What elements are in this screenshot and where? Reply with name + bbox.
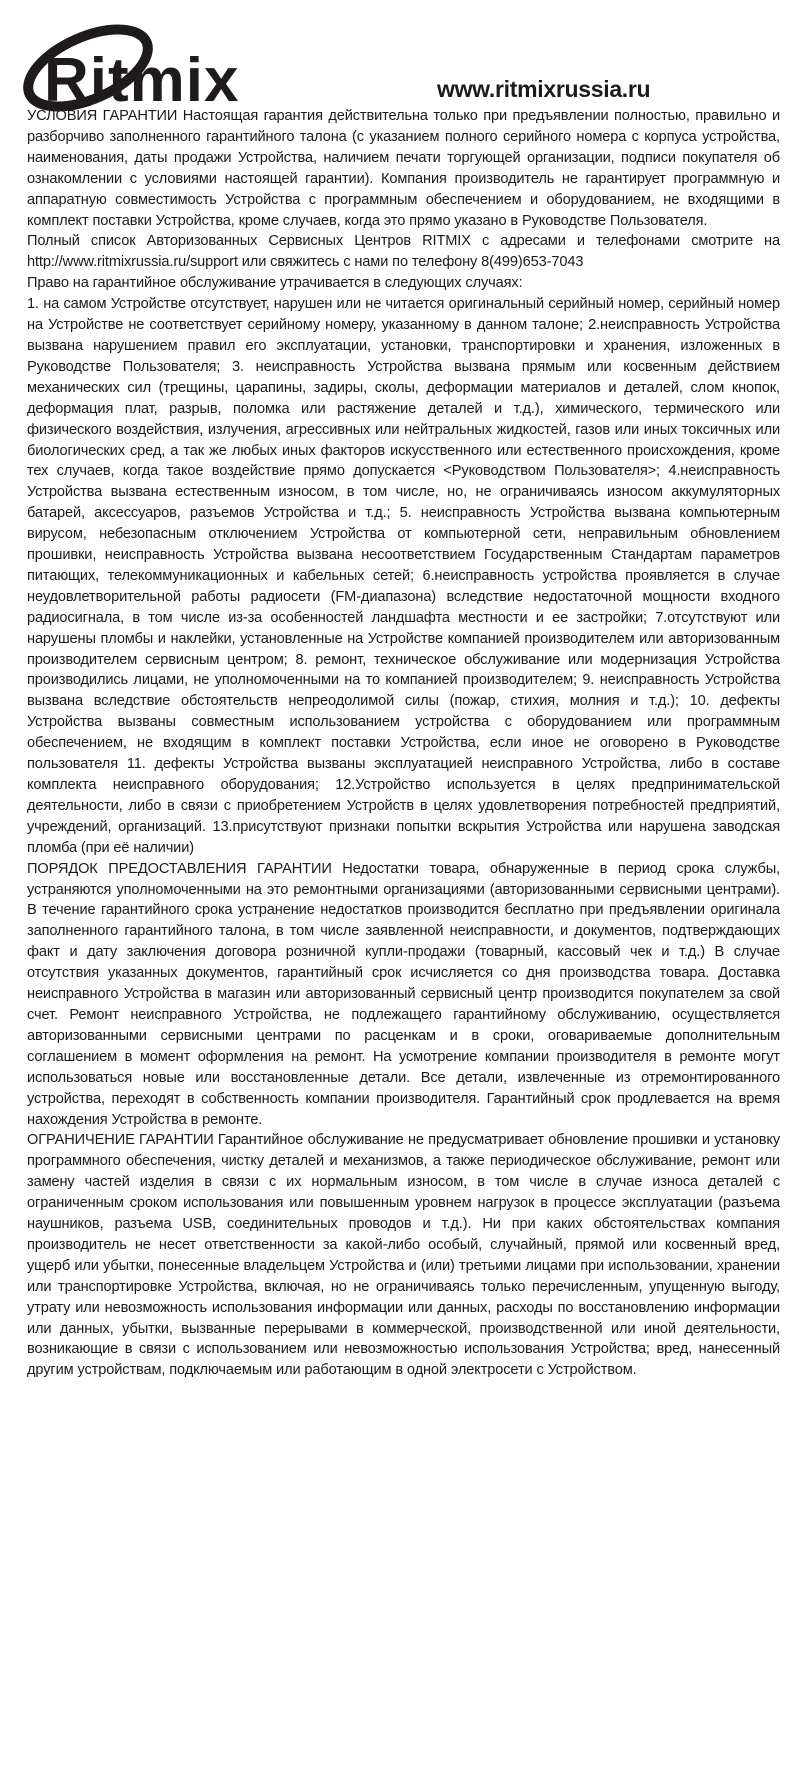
ritmix-logo-swoosh-icon <box>20 22 260 114</box>
paragraph-void-cases-list: 1. на самом Устройстве отсутствует, нарушен или не читается оригинальный серийный номер, серийный номер на Устройстве не соответствует серийному номеру, указанному в данном талоне; 2.неисправность Устройства вызвана нарушением правил его эксплуатации, установки, транспортировки и хранения, изложенных в Руководстве Пользователя; 3. неисправность Устройства вызвана прямым или косвенным действием механических сил (трещины, царапины, задиры, сколы, деформации материалов и деталей, слом кнопок, деформация плат, разрыв, поломка или растяжение деталей и т.д.), химического, термического или физического воздействия, излучения, агрессивных или нейтральных жидкостей, газов или иных токсичных или биологических сред, а так же любых иных факторов искусственного или естественного происхождения, кроме тех случаев, когда такое воздействие прямо допускается <Руководством Пользователя>; 4.неисправность Устройства вызвана естественным износом, в том числе, но, не ограничиваясь износом аккумуляторных батарей, аксессуаров, разъемов Устройства и т.д.; 5. неисправность Устройства вызвана компьютерным вирусом, небезопасным отключением Устройства от компьютерной сети, неправильным обновлением прошивки, неисправность Устройства вызвана несоответствием Государственным Стандартам параметров питающих, телекоммуникационных и кабельных сетей; 6.неисправность устройства проявляется в случае неудовлетворительной работы радиосети (FM-диапазона) вследствие недостаточной мощности входного радиосигнала, в том числе из-за особенностей ландшафта местности и ее застройки; 7.отсутствуют или нарушены пломбы и наклейки, установленные на Устройстве компанией производителем или авторизованным производителем сервисным центром; 8. ремонт, техническое обслуживание или модернизация Устройства производились лицами, не уполномоченными на то компанией производителем; 9. неисправность Устройства вызвана вследствие обстоятельств непреодолимой силы (пожар, стихия, молния и т.д.); 10. дефекты Устройства вызваны совместным использованием устройства с оборудованием или программным обеспечением, не входящим в комплект поставки Устройства, если иное не оговорено в Руководстве пользователя 11. дефекты Устройства вызваны эксплуатацией неисправного Устройства, либо в составе комплекта неисправного оборудования; 12.Устройство используется в целях предпринимательской деятельности, либо в связи с приобретением Устройств в целях удовлетворения потребностей предприятий, учреждений, организаций. 13.присутствуют признаки попытки вскрытия Устройства или нарушена заводская пломба (при её наличии) <box>27 296 780 856</box>
paragraph-warranty-procedure: ПОРЯДОК ПРЕДОСТАВЛЕНИЯ ГАРАНТИИ Недостатки товара, обнаруженные в период срока службы, устраняются уполномоченными на это ремонтными организациями (авторизованными сервисными центрами). В течение гарантийного срока устранение недостатков производится бесплатно при предъявлении оригинала заполненного гарантийного талона, в том числе заявленной неисправности, и документов, подтверждающих факт и дату заключения договора розничной купли-продажи (товарный, кассовый чек и т.д.) В случае отсутствия указанных документов, гарантийный срок исчисляется со дня производства товара. Доставка неисправного Устройства в магазин или авторизованный сервисный центр производится покупателем за свой счет. Ремонт неисправного Устройства, не подлежащего гарантийному обслуживанию, осуществляется авторизованными сервисными центрами по расценкам и в сроки, оговариваемые дополнительным соглашением в момент оформления на ремонт. На усмотрение компании производителя в ремонте могут использоваться новые или восстановленные детали. Все детали, извлеченные из отремонтированного устройства, переходят в собственность компании производителя. Гарантийный срок продлевается на время нахождения Устройства в ремонте. <box>27 860 780 1128</box>
paragraph-warranty-limitation: ОГРАНИЧЕНИЕ ГАРАНТИИ Гарантийное обслуживание не предусматривает обновление прошивки и установку программного обеспечения, чистку деталей и механизмов, а также периодическое обслуживание, ремонт или замену частей изделия в связи с их нормальным износом, в том числе в случае износа деталей с ограниченным сроком использования или повышенным уровнем нагрузок в процессе эксплуатации (разъема наушников, разъема USB, соединительных проводов и т.д.). Ни при каких обстоятельствах компания производитель не несет ответственности за какой-либо особый, случайный, прямой или косвенный вред, ущерб или убытки, понесенные владельцем Устройства и (или) третьими лицами при использовании, хранении или транспортировке Устройства, включая, но не ограничиваясь только перечисленным, упущенную выгоду, утрату или невозможность использования информации или данных, расходы по восстановлению информации или данных, убытки, вызванные перерывами в коммерческой, производственной или иной деятельности, возникающие в связи с использованием или невозможностью использования Устройства; вред, нанесенный другим устройствам, подключаемым или работающим в одной электросети с Устройством. <box>27 1132 780 1379</box>
paragraph-void-cases-intro: Право на гарантийное обслуживание утрачивается в следующих случаях: <box>27 275 523 292</box>
ritmix-logo <box>20 22 260 114</box>
website-url: www.ritmixrussia.ru <box>437 76 651 102</box>
logo-text: Ritmix <box>44 46 240 114</box>
paragraph-warranty-conditions: УСЛОВИЯ ГАРАНТИИ Настоящая гарантия действительна только при предъявлении полностью, правильно и разборчиво заполненного гарантийного талона (с указанием полного серийного номера с корпуса устройства, наименования, даты продажи Устройства, наличием печати торгующей организации, подписи покупателя об ознакомлении с условиями настоящей гарантии). Компания производитель не гарантирует программную и аппаратную совместимость Устройства с программным обеспечением и оборудованием, не входящими в комплект поставки Устройства, кроме случаев, когда это прямо указано в Руководстве Пользователя. <box>27 108 780 229</box>
warranty-text <box>27 106 780 1381</box>
paragraph-service-centers: Полный список Авторизованных Сервисных Центров RITMIX с адресами и телефонами смотрите на http://www.ritmixrussia.ru/support или свяжитесь с нами по телефону 8(499)653-7043 <box>27 233 780 271</box>
